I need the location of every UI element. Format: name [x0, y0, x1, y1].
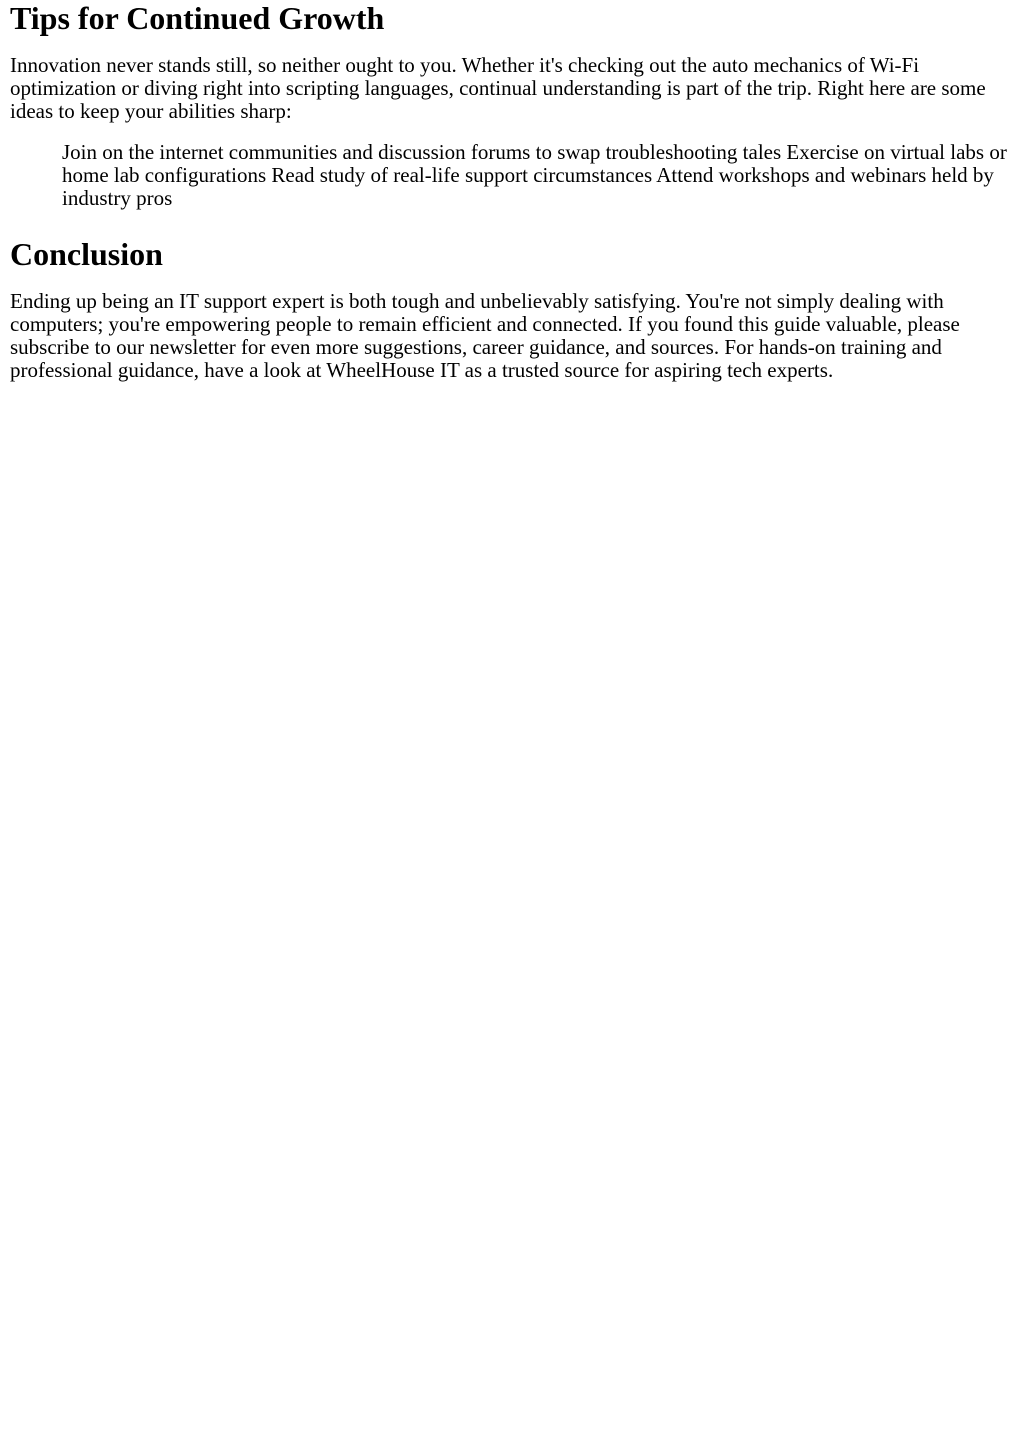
tips-list-block: Join on the internet communities and discussion forums to swap troubleshooting tales Exercise on virtual labs or home lab configurations Read study of real-life support circumstances Attend workshops and webinars held by industry pros: [62, 140, 1007, 210]
section-heading-conclusion: Conclusion: [10, 236, 163, 272]
tips-intro-paragraph: Innovation never stands still, so neither ought to you. Whether it's checking out the auto mechanics of Wi-Fi optimization or diving right into scripting languages, continual understanding is part of the trip. Right here are some ideas to keep your abilities sharp:: [10, 53, 986, 123]
conclusion-paragraph: Ending up being an IT support expert is both tough and unbelievably satisfying. You're not simply dealing with computers; you're empowering people to remain efficient and connected. If you found this guide valuable, please subscribe to our newsletter for even more suggestions, career guidance, and sources. For hands-on training and professional guidance, have a look at WheelHouse IT as a trusted source for aspiring tech experts.: [10, 289, 960, 382]
section-heading-tips: Tips for Continued Growth: [10, 0, 385, 36]
article-page: [0, 0, 1024, 382]
